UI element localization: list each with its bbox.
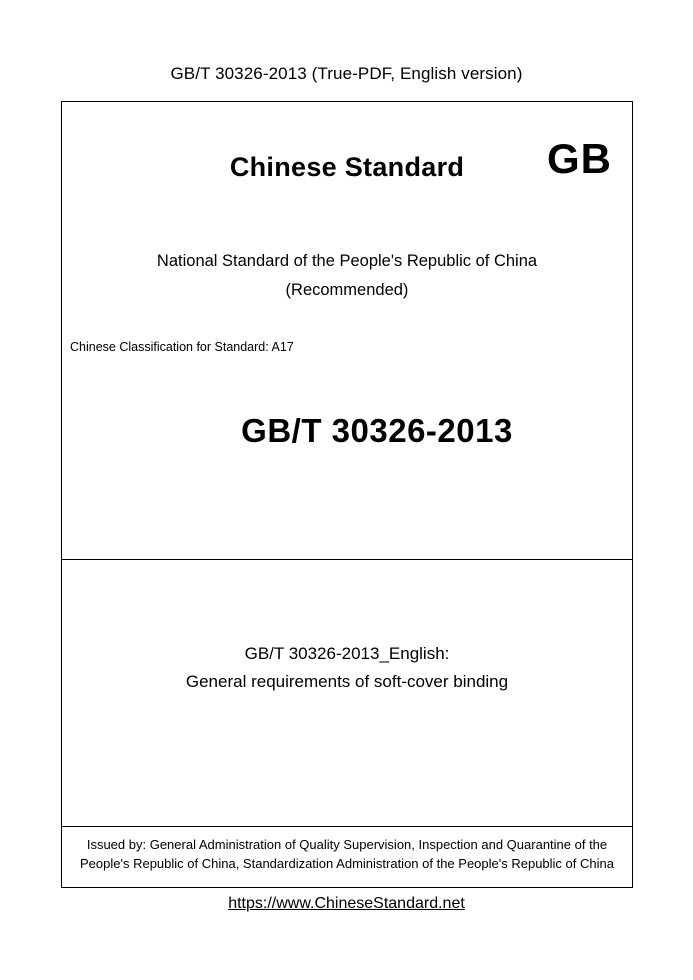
standard-title-block xyxy=(62,640,632,696)
gb-logo: GB xyxy=(547,135,612,182)
standard-title-line-2: General requirements of soft-cover binding xyxy=(185,672,509,692)
national-standard-line-1: National Standard of the People's Republic of China xyxy=(156,252,538,270)
standard-heading: Chinese Standard xyxy=(229,152,465,182)
cover-upper-section xyxy=(62,102,632,560)
national-standard-line-2: (Recommended) xyxy=(285,280,409,299)
national-standard-block xyxy=(62,247,632,305)
website-link[interactable]: https://www.ChineseStandard.net xyxy=(228,895,465,912)
cover-title-section xyxy=(62,560,632,827)
standard-number: GB/T 30326-2013 xyxy=(241,412,513,449)
classification-text: Chinese Classification for Standard: A17 xyxy=(70,340,294,354)
issued-by-text: Issued by: General Administration of Quality Supervision, Inspection and Quarantine of the People's Republic of China, Standardization Administration of the People's Republic of China xyxy=(80,837,614,871)
cover-frame xyxy=(61,101,633,888)
standard-title-line-1: GB/T 30326-2013_English: xyxy=(244,644,450,663)
page-title: GB/T 30326-2013 (True-PDF, English version) xyxy=(170,64,523,83)
